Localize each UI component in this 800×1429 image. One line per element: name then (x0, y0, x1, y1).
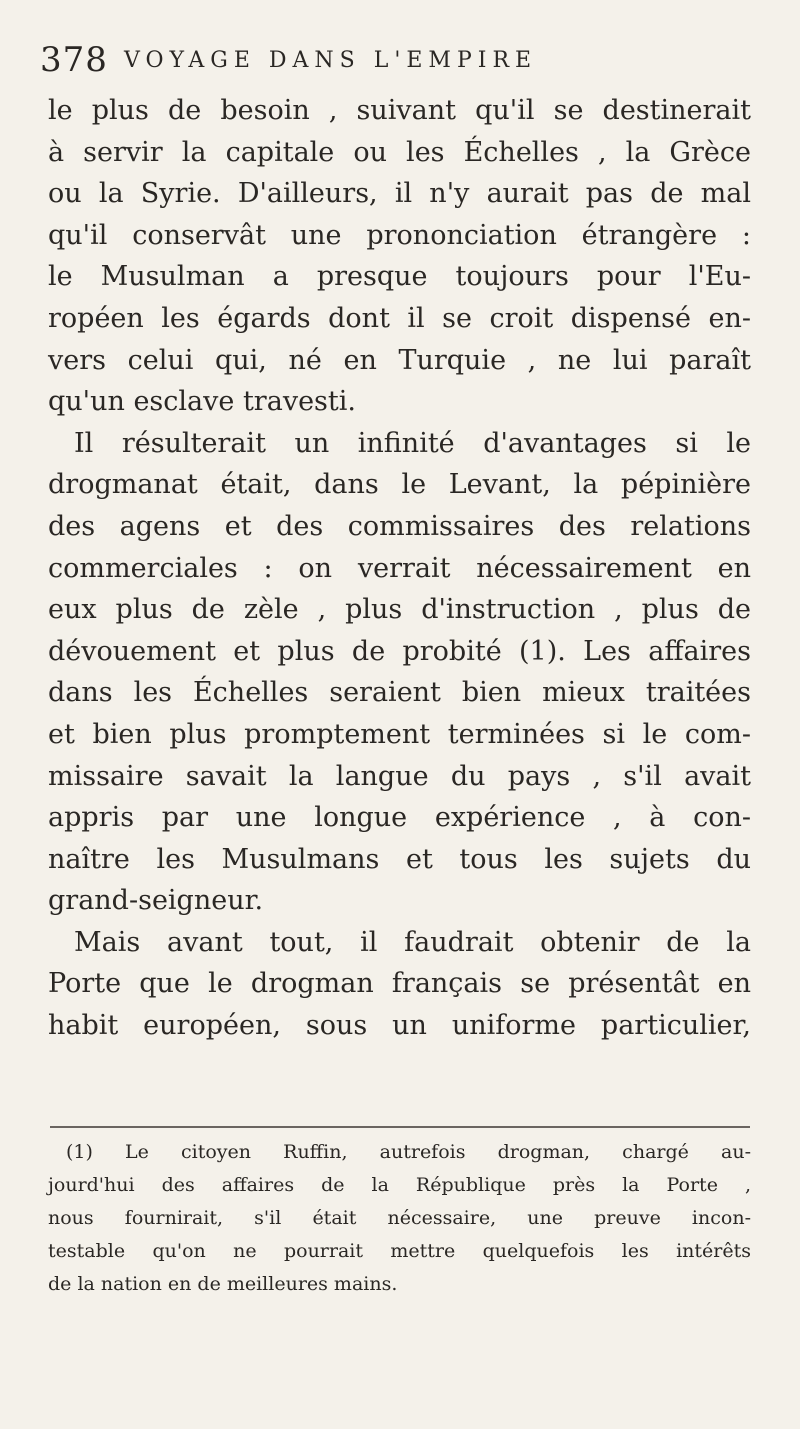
text-line: qu'il conservât une prononciation étrangère : (48, 219, 751, 251)
text-line: naître les Musulmans et tous les sujets du (48, 843, 751, 875)
text-line: dans les Échelles seraient bien mieux traitées (48, 677, 751, 709)
text-line: des agens et des commissaires des relations (48, 510, 751, 542)
text-line: Porte que le drogman français se présentât en (48, 968, 751, 1000)
running-head-title: VOYAGE DANS L'EMPIRE (124, 48, 538, 73)
text-line: à servir la capitale ou les Échelles , la Grèce (48, 136, 751, 168)
footnote-line: de la nation en de meilleures mains. (48, 1273, 398, 1295)
text-line: dévouement et plus de probité (1). Les affaires (48, 635, 751, 667)
footnote-line: nous fournirait, s'il était nécessaire, une preuve incon- (48, 1207, 751, 1229)
footnote (48, 1136, 751, 1301)
text-line: appris par une longue expérience , à con- (48, 802, 751, 834)
text-line: eux plus de zèle , plus d'instruction , plus de (48, 594, 751, 626)
text-line: vers celui qui, né en Turquie , ne lui paraît (48, 344, 751, 376)
body-text (48, 90, 751, 1047)
text-line: Mais avant tout, il faudrait obtenir de la (74, 926, 751, 958)
text-line: missaire savait la langue du pays , s'il avait (48, 760, 751, 792)
text-line: ropéen les égards dont il se croit dispensé en- (48, 302, 751, 334)
text-line: drogmanat était, dans le Levant, la pépinière (48, 469, 751, 501)
page-number: 378 (40, 40, 108, 80)
text-line: qu'un esclave travesti. (48, 386, 356, 418)
text-line: commerciales : on verrait nécessairement en (48, 552, 751, 584)
text-line: habit européen, sous un uniforme particulier, (48, 1010, 751, 1042)
text-line: grand-seigneur. (48, 885, 264, 917)
footnote-rule (50, 1126, 750, 1128)
text-line: Il résulterait un infinité d'avantages si le (74, 427, 751, 459)
footnote-line: (1) Le citoyen Ruffin, autrefois drogman, chargé au- (66, 1141, 751, 1163)
text-line: le Musulman a presque toujours pour l'Eu- (48, 261, 751, 293)
text-line: le plus de besoin , suivant qu'il se destinerait (48, 95, 751, 126)
text-line: et bien plus promptement terminées si le com- (48, 718, 751, 750)
footnote-line: jourd'hui des affaires de la République près la Porte , (48, 1174, 751, 1196)
text-line: ou la Syrie. D'ailleurs, il n'y aurait pas de mal (48, 178, 751, 210)
footnote-line: testable qu'on ne pourrait mettre quelquefois les intérêts (48, 1240, 751, 1262)
running-head (40, 40, 740, 80)
